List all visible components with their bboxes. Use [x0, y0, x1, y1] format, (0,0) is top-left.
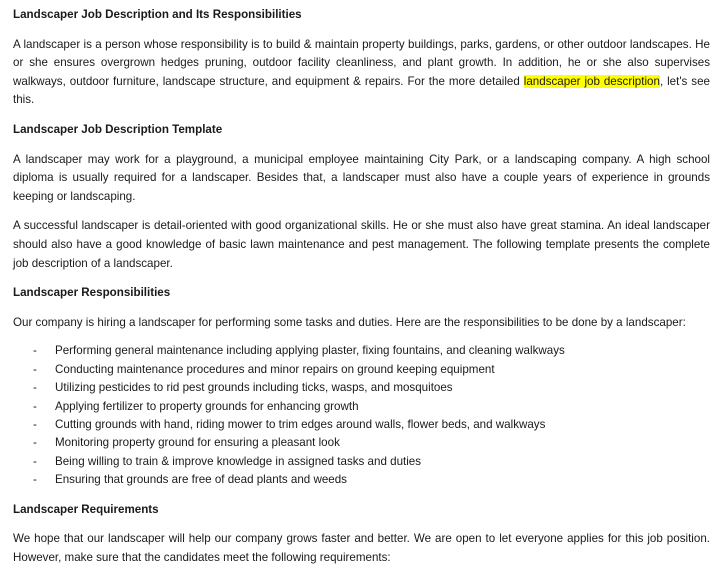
list-item-text: Conducting maintenance procedures and minor repairs on ground keeping equipment [55, 362, 495, 376]
requirements-intro: We hope that our landscaper will help our company grows faster and better. We are open to let everyone applies for this job position. However, make sure that the candidates meet the following requirements: [13, 532, 710, 564]
list-item [13, 434, 710, 452]
section-heading-requirements: Landscaper Requirements [13, 502, 159, 516]
list-item [13, 416, 710, 434]
list-item-text: Monitoring property ground for ensuring a pleasant look [55, 436, 340, 450]
bullet-dash: - [33, 362, 37, 376]
list-item [13, 453, 710, 471]
template-paragraph-2: A successful landscaper is detail-oriented with good organizational skills. He or she must also have great stamina. An ideal landscaper should also have a good knowledge of basic lawn maintenance and pest management. The following template presents the complete job description of a landscaper. [13, 219, 710, 270]
section-heading-responsibilities: Landscaper Responsibilities [13, 286, 171, 300]
list-item-text: Applying fertilizer to property grounds for enhancing growth [55, 399, 359, 413]
section-heading-job-description: Landscaper Job Description and Its Responsibilities [13, 8, 302, 21]
list-item-text: Ensuring that grounds are free of dead plants and weeds [55, 473, 347, 487]
list-item [13, 361, 710, 379]
intro-tail: , let's see this. [13, 74, 710, 107]
list-item [13, 471, 710, 489]
bullet-dash: - [33, 473, 37, 487]
list-item-text: Cutting grounds with hand, riding mower to trim edges around walls, flower beds, and walkways [55, 417, 546, 431]
list-item [13, 398, 710, 416]
responsibilities-list [13, 342, 710, 489]
list-item-text: Utilizing pesticides to rid pest grounds including ticks, wasps, and mosquitoes [55, 381, 453, 395]
bullet-dash: - [33, 454, 37, 468]
template-paragraph-1: A landscaper may work for a playground, a municipal employee maintaining City Park, or a landscaping company. A high school diploma is usually required for a landscaper. Besides that, a landscaper must also have a couple years of experience in grounds keeping or landscaping. [13, 152, 710, 203]
bullet-dash: - [33, 417, 37, 431]
list-item [13, 342, 710, 360]
intro-paragraph [13, 36, 710, 110]
highlighted-link-text[interactable]: landscaper job description [523, 74, 660, 88]
bullet-dash: - [33, 344, 37, 358]
bullet-dash: - [33, 381, 37, 395]
responsibilities-intro: Our company is hiring a landscaper for performing some tasks and duties. Here are the responsibilities to be done by a landscaper: [13, 315, 686, 329]
bullet-dash: - [33, 436, 37, 450]
document-body [13, 6, 710, 567]
bullet-dash: - [33, 399, 37, 413]
section-heading-template: Landscaper Job Description Template [13, 122, 223, 136]
list-item [13, 379, 710, 397]
list-item-text: Performing general maintenance including applying plaster, fixing fountains, and cleaning walkways [55, 344, 565, 358]
intro-text: A landscaper is a person whose responsibility is to build & maintain property buildings, parks, gardens, or other outdoor landscapes. He or she ensures overgrown hedges pruning, outdoor facility cleanliness, and plant growth. In addition, he or she also supervises walkways, outdoor furniture, landscape structure, and equipment & repairs. For the more detailed [13, 37, 710, 88]
list-item-text: Being willing to train & improve knowledge in assigned tasks and duties [55, 454, 422, 468]
